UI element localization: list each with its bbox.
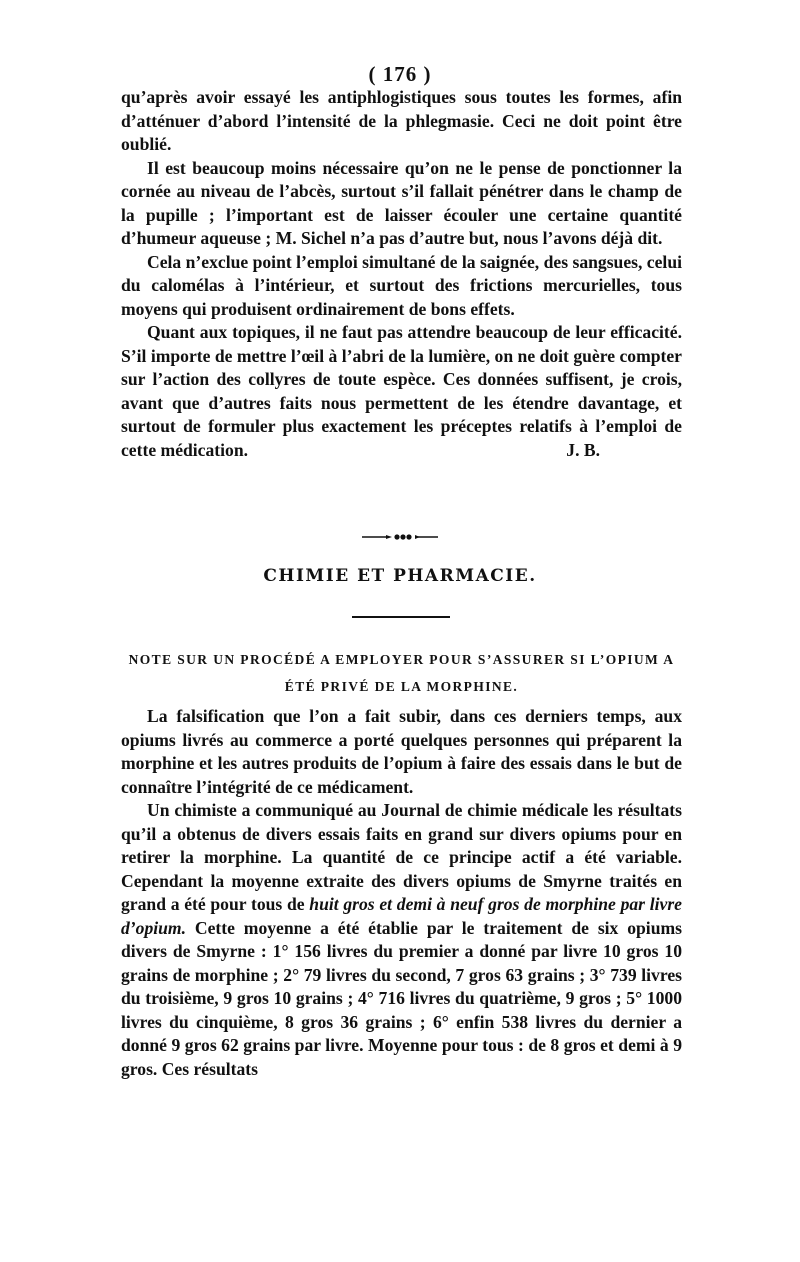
paragraph-saignee: Cela n’exclue point l’emploi simultané de la saignée, des sangsues, celui du calomélas à l’intérieur, et surtout des frictions mercurielles, tous moyens qui produisent ordinairement de bons effets. — [121, 251, 682, 319]
paragraph-chimiste-emphasis: huit gros et demi à neuf gros de morphine par livre d’opium. — [121, 894, 682, 938]
paragraph-continuation: qu’après avoir essayé les antiphlogistiques sous toutes les formes, afin d’atténuer d’abord l’intensité de la phlegmasie. Ceci ne doit point être oublié. — [121, 87, 682, 154]
paragraph-chimiste-end: Cette moyenne a été établie par le traitement de six opiums divers de Smyrne : 1° 156 livres du premier a donné par livre 10 gros 10 grains de morphine ; 2° 79 livres du second, 7 gros 63 grains ; 3° 739 livres du troisième, 9 gros 10 grains ; 4° 716 livres du quatrième, 9 gros ; 5° 1000 livres du cinquième, 8 gros 36 grains ; 6° enfin 538 livres du dernier a donné 9 gros 62 grains par livre. Moyenne pour tous : de 8 gros et demi à 9 gros. Ces résultats — [121, 917, 682, 1079]
ornamental-divider — [0, 530, 800, 544]
continuation-text — [121, 86, 682, 462]
ornament-icon — [360, 530, 440, 544]
paragraph-topiques: Quant aux topiques, il ne faut pas attendre beaucoup de leur efficacité. S’il importe de mettre l’œil à l’abri de la lumière, on ne doit guère compter sur l’action des collyres de toute espèce. Ces données suffisent, je crois, avant que d’autres faits nous permettent de les étendre davantage, et surtout de formuler plus exactement les préceptes relatifs à l’emploi de cette médication. — [121, 322, 682, 460]
paragraph-ponction: Il est beaucoup moins nécessaire qu’on ne le pense de ponctionner la cornée au niveau de l’abcès, surtout s’il fallait pénétrer dans le champ de la pupille ; l’important est de laisser écouler une certaine quantité d’humeur aqueuse ; M. Sichel n’a pas d’autre but, nous l’avons déjà dit. — [121, 157, 682, 248]
section-heading: CHIMIE ET PHARMACIE. — [263, 566, 537, 586]
note-title: NOTE SUR UN PROCÉDÉ A EMPLOYER POUR S’ASSURER SI L’OPIUM A ÉTÉ PRIVÉ DE LA MORPHINE. — [128, 652, 675, 694]
author-signature: J. B. — [566, 439, 600, 460]
paragraph-chimiste — [121, 799, 682, 1081]
note-body — [121, 705, 682, 1081]
page-number: ( 176 ) — [368, 62, 432, 86]
paragraph-chimiste-start: Un chimiste a communiqué au Journal de chimie médicale les résultats qu’il a obtenus de divers essais faits en grand sur divers opiums pour en retirer la morphine. La quantité de ce principe actif a été variable. Cependant la moyenne extraite des divers opiums de Smyrne traités en grand a été pour tous de — [121, 800, 682, 914]
heading-rule — [352, 616, 450, 618]
paragraph-falsification: La falsification que l’on a fait subir, dans ces derniers temps, aux opiums livrés au commerce a porté quelques personnes qui préparent la morphine et les autres produits de l’opium à faire des essais dans le but de connaître l’intégrité de ce médicament. — [121, 706, 682, 797]
